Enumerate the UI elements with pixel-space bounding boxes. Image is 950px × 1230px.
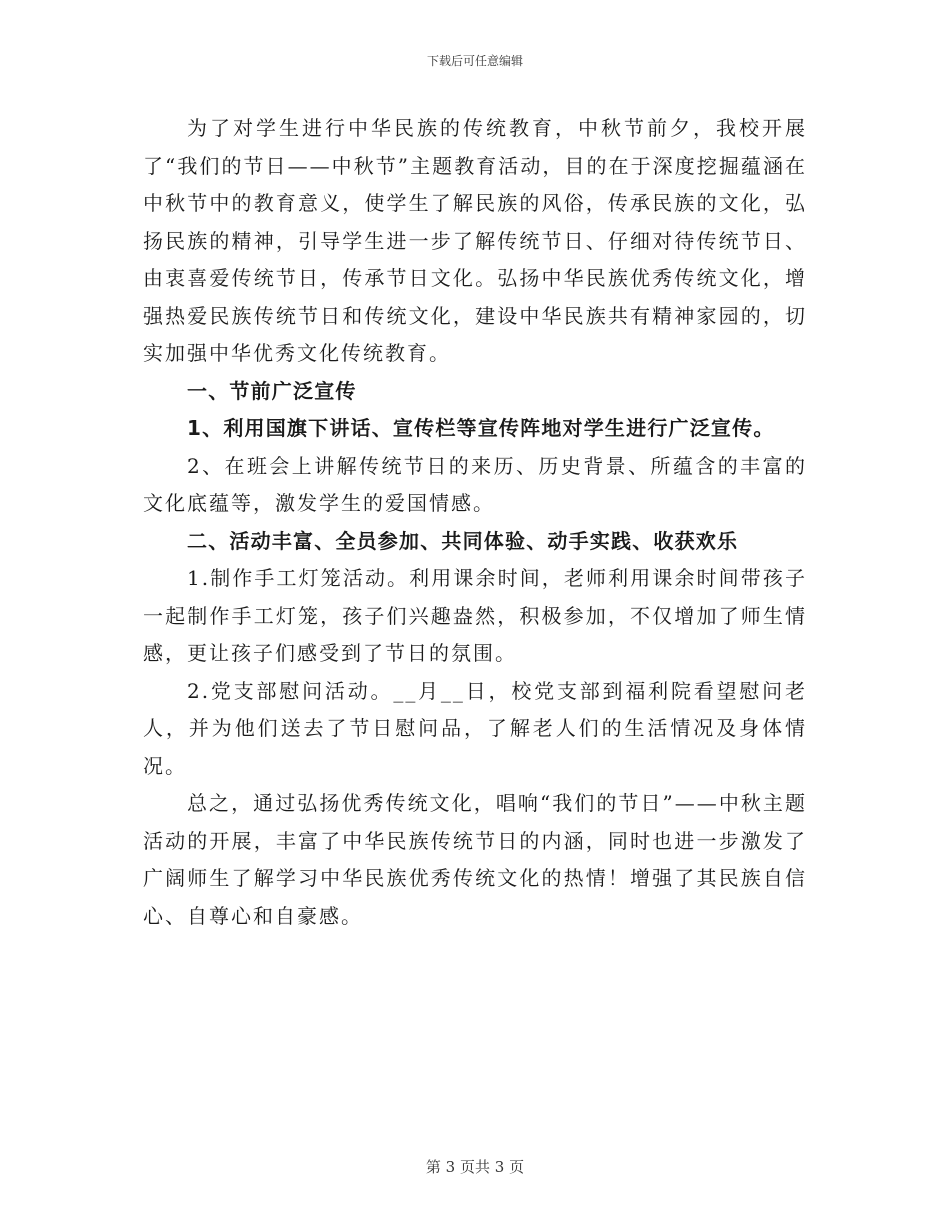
section-1-item-2: 2、在班会上讲解传统节日的来历、历史背景、所蕴含的丰富的文化底蕴等，激发学生的爱国情感。 — [143, 453, 807, 515]
section-2-item-2: 2.党支部慰问活动。__月__日，校党支部到福利院看望慰问老人，并为他们送去了节日慰问品，了解老人们的生活情况及身体情况。 — [143, 678, 807, 778]
conclusion-paragraph: 总之，通过弘扬优秀传统文化，唱响“我们的节日”——中秋主题活动的开展，丰富了中华民族传统节日的内涵，同时也进一步激发了广阔师生了解学习中华民族优秀传统文化的热情！增强了其民族自信心、自尊心和自豪感。 — [143, 791, 807, 928]
section-heading-1: 一、节前广泛宣传 — [187, 378, 357, 403]
section-heading-2: 二、活动丰富、全员参加、共同体验、动手实践、收获欢乐 — [187, 528, 739, 553]
document-body — [143, 110, 807, 935]
section-1-item-1: 1、利用国旗下讲话、宣传栏等宣传阵地对学生进行广泛宣传。 — [187, 416, 775, 440]
section-2-item-1: 1.制作手工灯笼活动。利用课余时间，老师利用课余时间带孩子一起制作手工灯笼，孩子们兴趣盎然，积极参加，不仅增加了师生情感，更让孩子们感受到了节日的氛围。 — [143, 566, 807, 665]
page-number-footer: 第 3 页共 3 页 — [425, 1158, 525, 1176]
page-header-note: 下载后可任意编辑 — [426, 54, 523, 68]
intro-paragraph: 为了对学生进行中华民族的传统教育，中秋节前夕，我校开展了“我们的节日——中秋节”主题教育活动，目的在于深度挖掘蕴涵在中秋节中的教育意义，使学生了解民族的风俗，传承民族的文化，弘扬民族的精神，引导学生进一步了解传统节日、仔细对待传统节日、由衷喜爱传统节日，传承节日文化。弘扬中华民族优秀传统文化，增强热爱民族传统节日和传统文化，建设中华民族共有精神家园的，切实加强中华优秀文化传统教育。 — [143, 116, 807, 365]
